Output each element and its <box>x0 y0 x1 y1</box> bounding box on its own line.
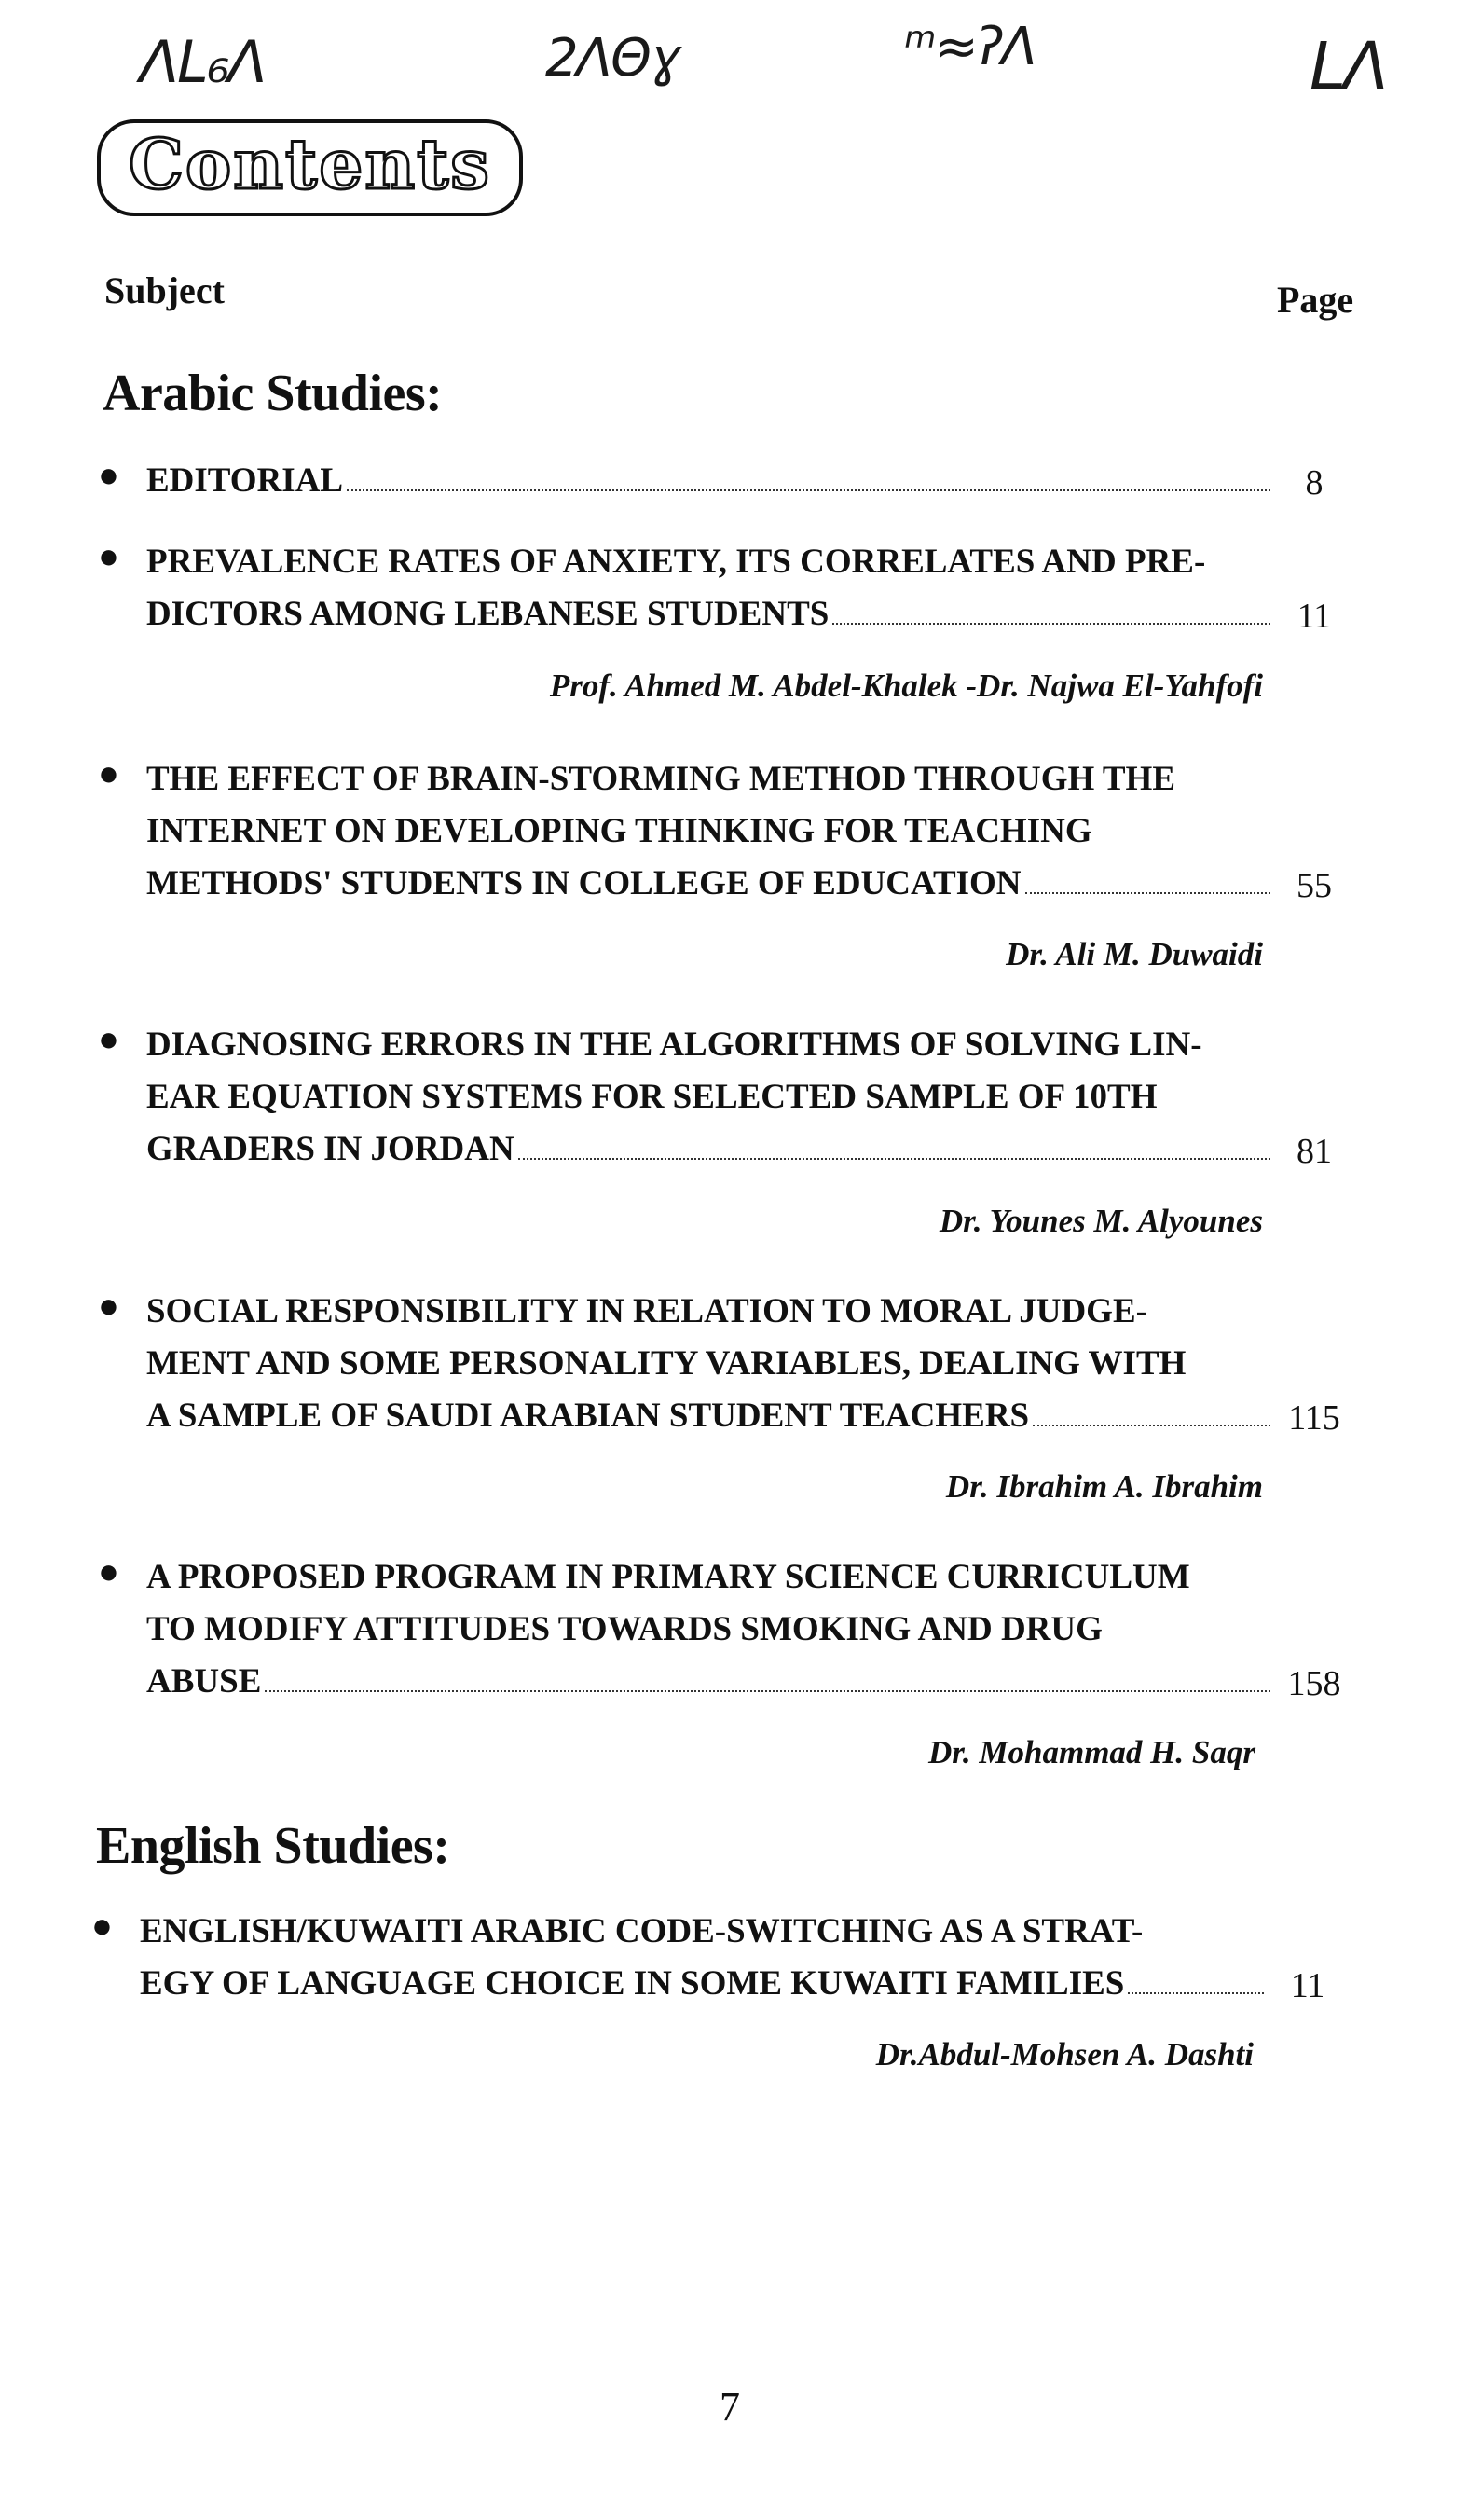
dot-leader <box>518 1157 1270 1160</box>
title-line: A SAMPLE OF SAUDI ARABIAN STUDENT TEACHERS <box>146 1397 1030 1435</box>
page-number: 11 <box>1290 1966 1325 2005</box>
title-line: ABUSE <box>146 1662 262 1701</box>
entry-title <box>146 1551 1274 1708</box>
entry-author: Dr. Ibrahim A. Ibrahim <box>945 1468 1263 1505</box>
title-line: METHODS' STUDENTS IN COLLEGE OF EDUCATION <box>146 864 1022 902</box>
bullet-icon: ● <box>98 754 119 793</box>
entry-author: Dr.Abdul-Mohsen A. Dashti <box>875 2036 1254 2072</box>
title-line: PREVALENCE RATES OF ANXIETY, ITS CORRELATES AND PRE- <box>146 543 1206 581</box>
handwritten-mark: ᵐ≈ʔΛ <box>904 17 1036 77</box>
handwritten-mark: 2ɅΘɣ <box>545 28 679 89</box>
bullet-icon: ● <box>98 1287 119 1326</box>
title-line: MENT AND SOME PERSONALITY VARIABLES, DEALING WITH <box>146 1344 1187 1383</box>
title-line: GRADERS IN JORDAN <box>146 1130 514 1168</box>
title-line: EAR EQUATION SYSTEMS FOR SELECTED SAMPLE OF 10TH <box>146 1078 1158 1116</box>
entry-title <box>140 1906 1268 2010</box>
entry-author: Dr. Mohammad H. Saqr <box>927 1734 1255 1770</box>
bullet-icon: ● <box>98 456 119 495</box>
title-line: EGY OF LANGUAGE CHOICE IN SOME KUWAITI FAMILIES <box>140 1964 1125 2003</box>
page-number: 115 <box>1288 1398 1340 1438</box>
section-title: English Studies: <box>96 1817 450 1875</box>
handwritten-mark: ΛԼ₆Λ <box>140 28 266 96</box>
entry-title <box>146 536 1274 640</box>
page-number: 11 <box>1297 597 1332 636</box>
subject-column-label: Subject <box>104 269 225 311</box>
entry-title <box>146 753 1274 910</box>
title-line: TO MODIFY ATTITUDES TOWARDS SMOKING AND DRUG <box>146 1610 1103 1648</box>
page-number: 158 <box>1287 1664 1341 1703</box>
title-line: ENGLISH/KUWAITI ARABIC CODE-SWITCHING AS A STRAT- <box>140 1912 1144 1950</box>
page-number: 55 <box>1297 866 1332 905</box>
handwritten-mark: ᒪΛ <box>1310 28 1387 104</box>
title-line: DICTORS AMONG LEBANESE STUDENTS <box>146 595 830 633</box>
title-line: EDITORIAL <box>146 461 344 500</box>
dot-leader <box>265 1689 1270 1692</box>
section-title: Arabic Studies: <box>103 365 443 422</box>
bullet-icon: ● <box>98 1552 119 1591</box>
page-column-label: Page <box>1277 279 1354 321</box>
footer-page-number: 7 <box>720 2384 740 2430</box>
title-line: A PROPOSED PROGRAM IN PRIMARY SCIENCE CURRICULUM <box>146 1558 1190 1596</box>
title-line: THE EFFECT OF BRAIN-STORMING METHOD THROUGH THE <box>146 760 1176 798</box>
entry-author: Prof. Ahmed M. Abdel-Khalek -Dr. Najwa El-Yahfofi <box>549 668 1263 704</box>
dot-leader <box>1025 891 1270 894</box>
entry-title <box>146 1019 1274 1176</box>
page-number: 8 <box>1305 463 1324 503</box>
bullet-icon: ● <box>98 537 119 576</box>
entry-title <box>146 455 1274 507</box>
page-number: 81 <box>1297 1132 1332 1171</box>
dot-leader <box>1033 1424 1270 1426</box>
bullet-icon: ● <box>98 1020 119 1059</box>
entry-title <box>146 1286 1274 1442</box>
entry-author: Dr. Younes M. Alyounes <box>939 1203 1263 1239</box>
dot-leader <box>1128 1991 1264 1994</box>
title-line: INTERNET ON DEVELOPING THINKING FOR TEACHING <box>146 812 1092 850</box>
dot-leader <box>347 489 1270 491</box>
title-line: SOCIAL RESPONSIBILITY IN RELATION TO MORAL JUDGE- <box>146 1292 1147 1330</box>
contents-logo: Contents <box>97 119 523 216</box>
dot-leader <box>832 622 1270 625</box>
title-line: DIAGNOSING ERRORS IN THE ALGORITHMS OF SOLVING LIN- <box>146 1026 1202 1064</box>
bullet-icon: ● <box>91 1907 113 1946</box>
entry-author: Dr. Ali M. Duwaidi <box>1006 936 1263 972</box>
